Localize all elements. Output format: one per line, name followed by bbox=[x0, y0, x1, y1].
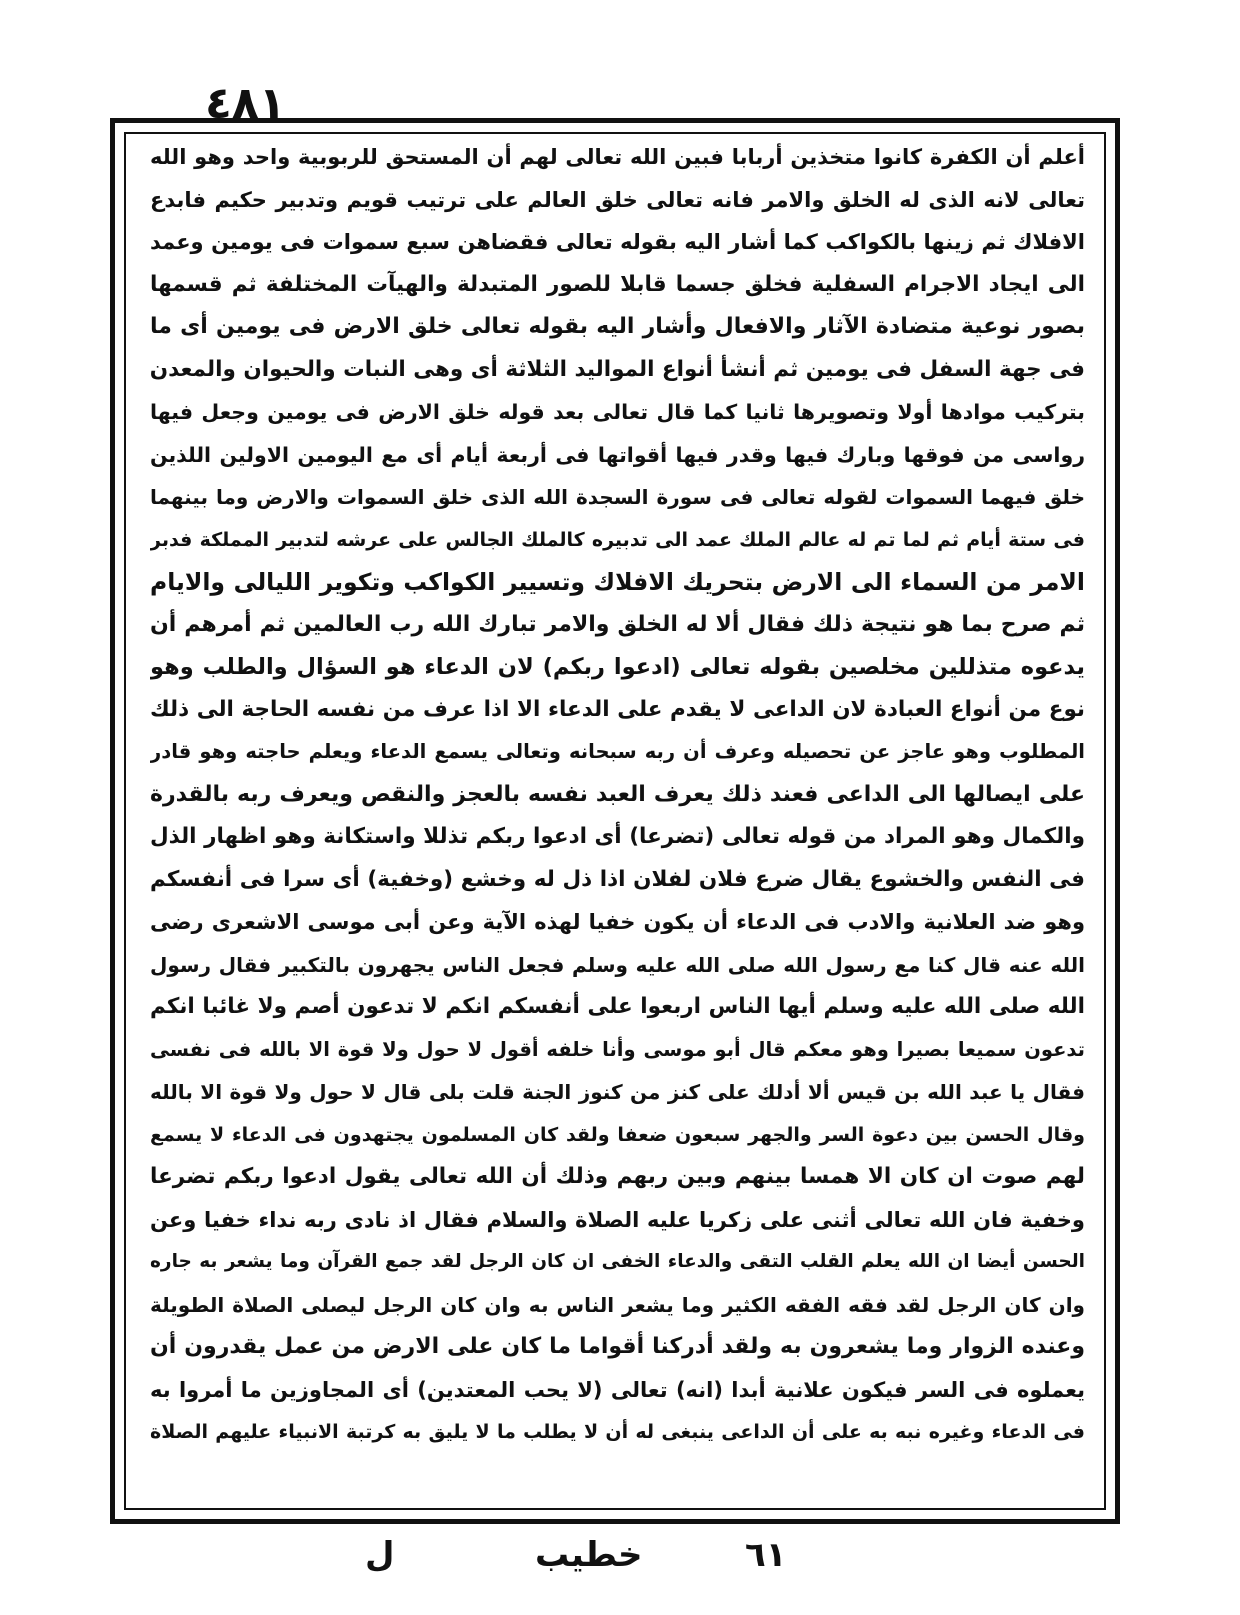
text-line: فى الدعاء وغيره نبه به على أن الداعى ينبغى له أن لا يطلب ما لا يليق به كرتبة الانبياء عليهم الصلاة bbox=[150, 1421, 1085, 1443]
page-number: ٤٨١ bbox=[205, 78, 286, 129]
text-line: نوع من أنواع العبادة لان الداعى لا يقدم على الدعاء الا اذا عرف من نفسه الحاجة الى ذلك bbox=[150, 696, 1085, 722]
text-line: رواسى من فوقها وبارك فيها وقدر فيها أقواتها فى أربعة أيام أى مع اليومين الاولين اللذين bbox=[150, 442, 1085, 467]
text-line: وخفية فان الله تعالى أثنى على زكريا عليه الصلاة والسلام فقال اذ نادى ربه نداء خفيا وعن bbox=[150, 1207, 1085, 1232]
footer-signature-number: ٦١ bbox=[745, 1535, 787, 1575]
text-line: ثم صرح بما هو نتيجة ذلك فقال ألا له الخلق والامر تبارك الله رب العالمين ثم أمرهم أن bbox=[150, 611, 1085, 637]
text-line: أعلم أن الكفرة كانوا متخذين أربابا فبين الله تعالى لهم أن المستحق للربوبية واحد وهو الله bbox=[150, 145, 1085, 169]
text-line: الحسن أيضا ان الله يعلم القلب التقى والدعاء الخفى ان كان الرجل لقد جمع القرآن وما يشعر به جاره bbox=[150, 1251, 1085, 1272]
text-line: المطلوب وهو عاجز عن تحصيله وعرف أن ربه سبحانه وتعالى يسمع الدعاء ويعلم حاجته وهو قادر bbox=[150, 740, 1085, 763]
text-line: وان كان الرجل لقد فقه الفقه الكثير وما يشعر الناس به وان كان الرجل ليصلى الصلاة الطويلة bbox=[150, 1292, 1085, 1317]
text-line: فى النفس والخشوع يقال ضرع فلان لفلان اذا ذل له وخشع (وخفية) أى سرا فى أنفسكم bbox=[150, 866, 1085, 892]
text-line: خلق فيهما السموات لقوله تعالى فى سورة السجدة الله الذى خلق السموات والارض وما بينهما bbox=[150, 485, 1085, 509]
footer-signature-letter: ل bbox=[365, 1535, 395, 1575]
text-line: الافلاك ثم زينها بالكواكب كما أشار اليه بقوله تعالى فقضاهن سبع سموات فى يومين وعمد bbox=[150, 230, 1085, 254]
text-line: الامر من السماء الى الارض بتحريك الافلاك وتسيير الكواكب وتكوير الليالى والايام bbox=[150, 568, 1085, 596]
text-line: الله صلى الله عليه وسلم أيها الناس اربعوا على أنفسكم انكم لا تدعون أصم ولا غائبا انكم bbox=[150, 994, 1085, 1019]
main-text bbox=[150, 136, 1085, 1506]
text-line: تدعون سميعا بصيرا وهو معكم قال أبو موسى وأنا خلفه أقول لا حول ولا قوة الا بالله فى نفسى bbox=[150, 1037, 1085, 1061]
text-line: وعنده الزوار وما يشعرون به ولقد أدركنا أقواما ما كان على الارض من عمل يقدرون أن bbox=[150, 1334, 1085, 1359]
text-line: وهو ضد العلانية والادب فى الدعاء أن يكون خفيا لهذه الآية وعن أبى موسى الاشعرى رضى bbox=[150, 910, 1085, 934]
text-line: الى ايجاد الاجرام السفلية فخلق جسما قابلا للصور المتبدلة والهيآت المختلفة ثم قسمها bbox=[150, 271, 1085, 297]
text-line: يدعوه متذللين مخلصين بقوله تعالى (ادعوا ربكم) لان الدعاء هو السؤال والطلب وهو bbox=[150, 654, 1085, 680]
footer-signature-word: خطيب bbox=[535, 1535, 643, 1575]
text-line: بتركيب موادها أولا وتصويرها ثانيا كما قال تعالى بعد قوله خلق الارض فى يومين وجعل فيها bbox=[150, 400, 1085, 424]
text-line: تعالى لانه الذى له الخلق والامر فانه تعالى خلق العالم على ترتيب قويم وتدبير حكيم فابدع bbox=[150, 187, 1085, 212]
text-line: فى ستة أيام ثم لما تم له عالم الملك عمد الى تدبيره كالملك الجالس على عرشه لتدبير المملكة فدبر bbox=[150, 528, 1085, 551]
text-line: على ايصالها الى الداعى فعند ذلك يعرف العبد نفسه بالعجز والنقص ويعرف ربه بالقدرة bbox=[150, 781, 1085, 807]
text-line: والكمال وهو المراد من قوله تعالى (تضرعا) أى ادعوا ربكم تذللا واستكانة وهو اظهار الذل bbox=[150, 824, 1085, 849]
text-line: فقال يا عبد الله بن قيس ألا أدلك على كنز من كنوز الجنة قلت بلى قال لا حول ولا قوة الا بالله bbox=[150, 1080, 1085, 1104]
text-line: لهم صوت ان كان الا همسا بينهم وبين ربهم وذلك أن الله تعالى يقول ادعوا ربكم تضرعا bbox=[150, 1164, 1085, 1189]
page-footer bbox=[0, 1525, 1240, 1585]
text-line: يعملوه فى السر فيكون علانية أبدا (انه) تعالى (لا يحب المعتدين) أى المجاوزين ما أمروا به bbox=[150, 1377, 1085, 1402]
text-line: وقال الحسن بين دعوة السر والجهر سبعون ضعفا ولقد كان المسلمون يجتهدون فى الدعاء لا يسمع bbox=[150, 1123, 1085, 1146]
text-line: الله عنه قال كنا مع رسول الله صلى الله عليه وسلم فجعل الناس يجهرون بالتكبير فقال رسول bbox=[150, 952, 1085, 977]
text-line: فى جهة السفل فى يومين ثم أنشأ أنواع المواليد الثلاثة أى وهى النبات والحيوان والمعدن bbox=[150, 356, 1085, 382]
text-line: بصور نوعية متضادة الآثار والافعال وأشار اليه بقوله تعالى خلق الارض فى يومين أى ما bbox=[150, 314, 1085, 339]
